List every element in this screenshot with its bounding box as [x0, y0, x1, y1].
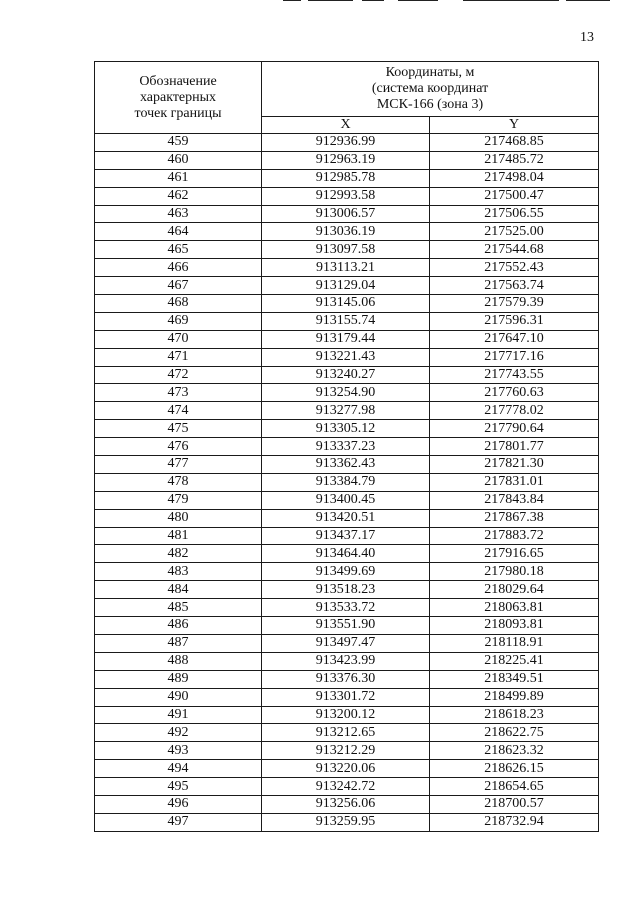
table-row [95, 295, 599, 313]
y-coordinate-cell: 218029.64 [430, 581, 599, 599]
x-coordinate-cell: 913254.90 [262, 384, 430, 402]
point-id-cell: 462 [95, 187, 262, 205]
coordinates-header-line: Координаты, м [385, 65, 475, 80]
y-coordinate-cell: 217498.04 [430, 169, 599, 187]
table-row [95, 384, 599, 402]
x-coordinate-cell: 913240.27 [262, 366, 430, 384]
y-coordinate-cell: 218622.75 [430, 724, 599, 742]
x-coordinate-cell: 913420.51 [262, 509, 430, 527]
y-coordinate-cell: 217980.18 [430, 563, 599, 581]
table-row [95, 205, 599, 223]
x-coordinate-cell: 913423.99 [262, 652, 430, 670]
header-mark [362, 0, 384, 1]
table-row [95, 706, 599, 724]
y-coordinate-cell: 218118.91 [430, 634, 599, 652]
x-coordinate-cell: 913006.57 [262, 205, 430, 223]
point-id-cell: 495 [95, 778, 262, 796]
point-id-cell: 486 [95, 617, 262, 635]
point-id-cell: 466 [95, 259, 262, 277]
x-coordinate-cell: 913129.04 [262, 277, 430, 295]
y-coordinate-cell: 218626.15 [430, 760, 599, 778]
table-row [95, 634, 599, 652]
header-mark [308, 0, 353, 1]
y-coordinate-cell: 217596.31 [430, 312, 599, 330]
point-id-cell: 497 [95, 813, 262, 831]
table-row [95, 491, 599, 509]
point-id-cell: 463 [95, 205, 262, 223]
x-coordinate-cell: 913384.79 [262, 473, 430, 491]
x-coordinate-cell: 912936.99 [262, 134, 430, 152]
table-row [95, 420, 599, 438]
coordinates-header-line: (система координат [371, 81, 489, 96]
point-id-cell: 465 [95, 241, 262, 259]
x-coordinate-cell: 913097.58 [262, 241, 430, 259]
coordinates-table [94, 61, 599, 832]
x-coordinate-cell: 913305.12 [262, 420, 430, 438]
y-coordinate-cell: 217843.84 [430, 491, 599, 509]
table-row [95, 330, 599, 348]
point-id-cell: 475 [95, 420, 262, 438]
x-column-header: X [262, 117, 430, 134]
y-coordinate-cell: 217552.43 [430, 259, 599, 277]
table-row [95, 312, 599, 330]
point-id-cell: 477 [95, 456, 262, 474]
point-id-cell: 470 [95, 330, 262, 348]
point-id-cell: 469 [95, 312, 262, 330]
x-coordinate-cell: 913242.72 [262, 778, 430, 796]
point-designation-line: точек границы [134, 105, 222, 121]
y-coordinate-cell: 217500.47 [430, 187, 599, 205]
point-id-cell: 464 [95, 223, 262, 241]
y-coordinate-cell: 217717.16 [430, 348, 599, 366]
table-row [95, 652, 599, 670]
y-coordinate-cell: 217506.55 [430, 205, 599, 223]
point-id-cell: 488 [95, 652, 262, 670]
page-number: 13 [580, 30, 594, 45]
table-row [95, 277, 599, 295]
x-coordinate-cell: 912985.78 [262, 169, 430, 187]
x-coordinate-cell: 912993.58 [262, 187, 430, 205]
point-id-cell: 491 [95, 706, 262, 724]
x-coordinate-cell: 913036.19 [262, 223, 430, 241]
y-coordinate-cell: 217760.63 [430, 384, 599, 402]
y-coordinate-cell: 218654.65 [430, 778, 599, 796]
point-id-cell: 483 [95, 563, 262, 581]
x-coordinate-cell: 913437.17 [262, 527, 430, 545]
point-id-cell: 489 [95, 670, 262, 688]
x-coordinate-cell: 913221.43 [262, 348, 430, 366]
table-row [95, 259, 599, 277]
x-coordinate-cell: 913464.40 [262, 545, 430, 563]
x-coordinate-cell: 913212.65 [262, 724, 430, 742]
point-id-cell: 482 [95, 545, 262, 563]
point-id-cell: 492 [95, 724, 262, 742]
x-coordinate-cell: 913301.72 [262, 688, 430, 706]
table-header [95, 62, 599, 134]
table-row [95, 545, 599, 563]
header-mark [398, 0, 438, 1]
y-coordinate-cell: 217821.30 [430, 456, 599, 474]
y-coordinate-cell: 217563.74 [430, 277, 599, 295]
x-coordinate-cell: 913499.69 [262, 563, 430, 581]
header-mark [463, 0, 559, 1]
x-coordinate-cell: 913400.45 [262, 491, 430, 509]
table-row [95, 813, 599, 831]
y-column-header: Y [430, 117, 599, 134]
point-designation-line: характерных [139, 89, 217, 105]
point-id-cell: 484 [95, 581, 262, 599]
table-row [95, 151, 599, 169]
y-coordinate-cell: 217790.64 [430, 420, 599, 438]
table-row [95, 688, 599, 706]
header-mark [566, 0, 610, 1]
x-coordinate-cell: 913376.30 [262, 670, 430, 688]
x-coordinate-cell: 913533.72 [262, 599, 430, 617]
table-row [95, 760, 599, 778]
table-row [95, 456, 599, 474]
point-designation-line: Обозначение [139, 73, 217, 89]
header-mark [283, 0, 301, 1]
x-coordinate-cell: 913155.74 [262, 312, 430, 330]
point-id-cell: 474 [95, 402, 262, 420]
point-id-cell: 493 [95, 742, 262, 760]
table-row [95, 402, 599, 420]
table-row [95, 724, 599, 742]
table-body [95, 134, 599, 832]
x-coordinate-cell: 913179.44 [262, 330, 430, 348]
point-id-cell: 487 [95, 634, 262, 652]
table-row [95, 134, 599, 152]
y-coordinate-cell: 218618.23 [430, 706, 599, 724]
y-coordinate-cell: 217743.55 [430, 366, 599, 384]
y-coordinate-cell: 217916.65 [430, 545, 599, 563]
y-coordinate-cell: 218499.89 [430, 688, 599, 706]
x-coordinate-cell: 913145.06 [262, 295, 430, 313]
table-row [95, 795, 599, 813]
point-id-cell: 496 [95, 795, 262, 813]
y-coordinate-cell: 218700.57 [430, 795, 599, 813]
point-id-cell: 460 [95, 151, 262, 169]
y-coordinate-cell: 218063.81 [430, 599, 599, 617]
table-row [95, 366, 599, 384]
y-coordinate-cell: 217485.72 [430, 151, 599, 169]
point-id-cell: 476 [95, 438, 262, 456]
x-coordinate-cell: 913277.98 [262, 402, 430, 420]
y-coordinate-cell: 217778.02 [430, 402, 599, 420]
y-coordinate-cell: 217867.38 [430, 509, 599, 527]
y-coordinate-cell: 218225.41 [430, 652, 599, 670]
table-row [95, 348, 599, 366]
point-id-cell: 494 [95, 760, 262, 778]
header-marks [0, 0, 640, 3]
point-id-cell: 459 [95, 134, 262, 152]
table-row [95, 670, 599, 688]
point-id-cell: 485 [95, 599, 262, 617]
y-coordinate-cell: 217468.85 [430, 134, 599, 152]
x-coordinate-cell: 913212.29 [262, 742, 430, 760]
coordinates-header-line: МСК-166 (зона 3) [376, 97, 484, 112]
x-coordinate-cell: 913113.21 [262, 259, 430, 277]
table-row [95, 778, 599, 796]
y-coordinate-cell: 217544.68 [430, 241, 599, 259]
point-id-cell: 468 [95, 295, 262, 313]
point-id-cell: 472 [95, 366, 262, 384]
x-coordinate-cell: 913518.23 [262, 581, 430, 599]
x-coordinate-cell: 913497.47 [262, 634, 430, 652]
point-id-cell: 478 [95, 473, 262, 491]
x-coordinate-cell: 913220.06 [262, 760, 430, 778]
point-id-cell: 473 [95, 384, 262, 402]
x-coordinate-cell: 913337.23 [262, 438, 430, 456]
point-id-cell: 461 [95, 169, 262, 187]
x-coordinate-cell: 913551.90 [262, 617, 430, 635]
y-coordinate-cell: 217579.39 [430, 295, 599, 313]
y-coordinate-cell: 218732.94 [430, 813, 599, 831]
y-coordinate-cell: 218623.32 [430, 742, 599, 760]
table-row [95, 617, 599, 635]
y-coordinate-cell: 217525.00 [430, 223, 599, 241]
point-id-cell: 479 [95, 491, 262, 509]
table-row [95, 599, 599, 617]
y-coordinate-cell: 217801.77 [430, 438, 599, 456]
x-coordinate-cell: 913362.43 [262, 456, 430, 474]
table-row [95, 241, 599, 259]
table-row [95, 223, 599, 241]
table-row [95, 187, 599, 205]
x-coordinate-cell: 913256.06 [262, 795, 430, 813]
x-coordinate-cell: 913200.12 [262, 706, 430, 724]
table-row [95, 169, 599, 187]
point-id-cell: 480 [95, 509, 262, 527]
table-row [95, 473, 599, 491]
coordinates-header [262, 62, 599, 117]
point-id-cell: 490 [95, 688, 262, 706]
x-coordinate-cell: 912963.19 [262, 151, 430, 169]
table-row [95, 438, 599, 456]
y-coordinate-cell: 217647.10 [430, 330, 599, 348]
point-id-cell: 481 [95, 527, 262, 545]
point-id-cell: 467 [95, 277, 262, 295]
point-designation-header [95, 62, 262, 134]
table-row [95, 742, 599, 760]
table-row [95, 581, 599, 599]
x-coordinate-cell: 913259.95 [262, 813, 430, 831]
table-row [95, 527, 599, 545]
y-coordinate-cell: 217883.72 [430, 527, 599, 545]
y-coordinate-cell: 218349.51 [430, 670, 599, 688]
y-coordinate-cell: 217831.01 [430, 473, 599, 491]
table-row [95, 509, 599, 527]
y-coordinate-cell: 218093.81 [430, 617, 599, 635]
point-id-cell: 471 [95, 348, 262, 366]
table-row [95, 563, 599, 581]
